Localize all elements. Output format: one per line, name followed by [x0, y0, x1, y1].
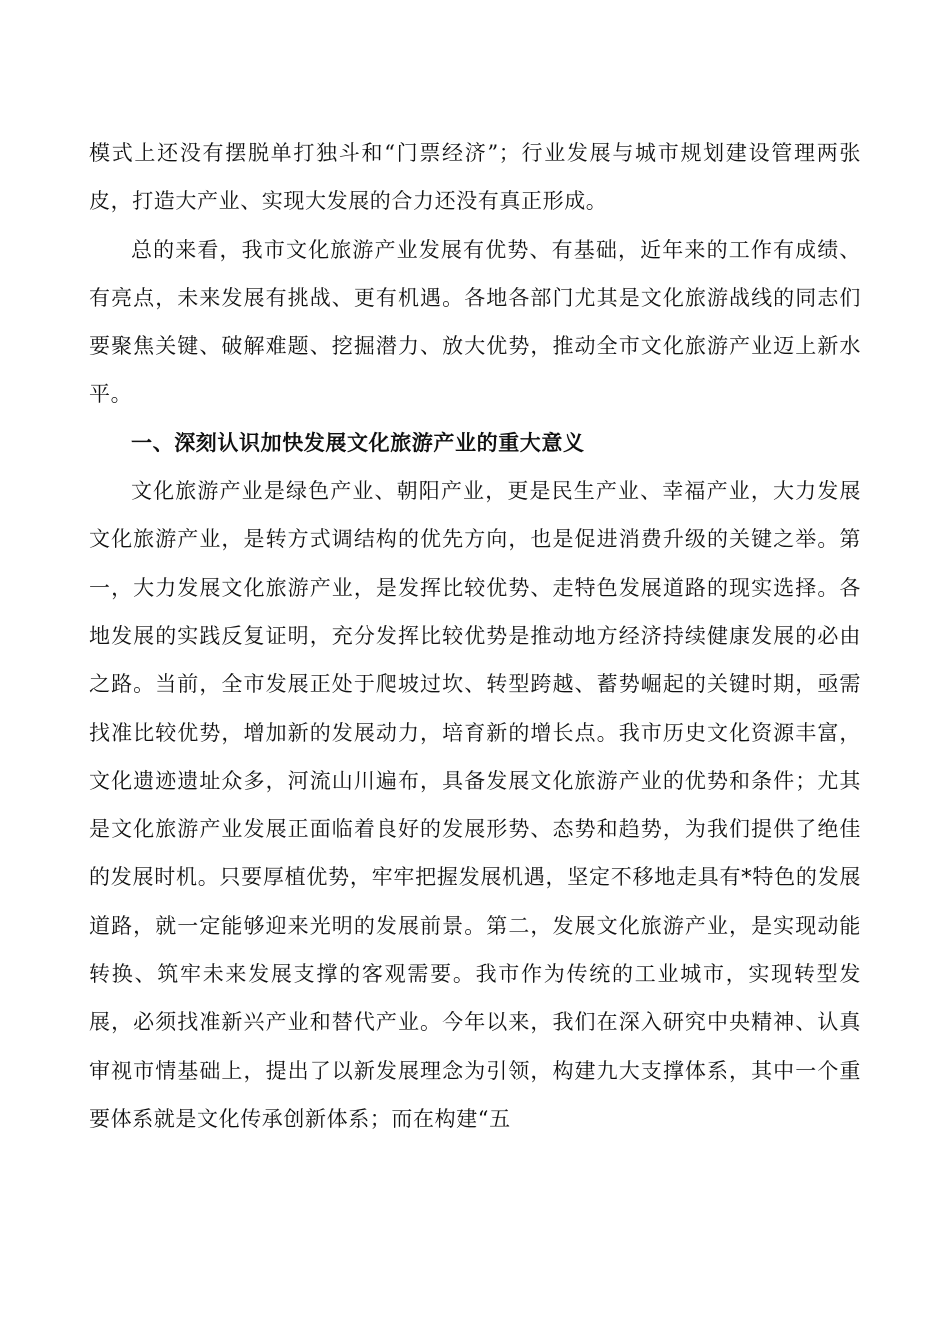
continuation-paragraph: 模式上还没有摆脱单打独斗和“门票经济”；行业发展与城市规划建设管理两张皮，打造大产业、实现大发展的合力还没有真正形成。 — [89, 141, 861, 214]
summary-paragraph: 总的来看，我市文化旅游产业发展有优势、有基础，近年来的工作有成绩、有亮点，未来发展有挑战、更有机遇。各地各部门尤其是文化旅游战线的同志们要聚焦关键、破解难题、挖掘潜力、放大优势，推动全市文化旅游产业迈上新水平。 — [89, 237, 861, 407]
section-heading: 一、深刻认识加快发展文化旅游产业的重大意义 — [131, 430, 585, 455]
document-page — [89, 129, 861, 1143]
body-paragraph: 文化旅游产业是绿色产业、朝阳产业，更是民生产业、幸福产业，大力发展文化旅游产业，是转方式调结构的优先方向，也是促进消费升级的关键之举。第一，大力发展文化旅游产业，是发挥比较优势、走特色发展道路的现实选择。各地发展的实践反复证明，充分发挥比较优势是推动地方经济持续健康发展的必由之路。当前，全市发展正处于爬坡过坎、转型跨越、蓄势崛起的关键时期，亟需找准比较优势，增加新的发展动力，培育新的增长点。我市历史文化资源丰富，文化遗迹遗址众多，河流山川遍布，具备发展文化旅游产业的优势和条件；尤其是文化旅游产业发展正面临着良好的发展形势、态势和趋势，为我们提供了绝佳的发展时机。只要厚植优势，牢牢把握发展机遇，坚定不移地走具有*特色的发展道路，就一定能够迎来光明的发展前景。第二，发展文化旅游产业，是实现动能转换、筑牢未来发展支撑的客观需要。我市作为传统的工业城市，实现转型发展，必须找准新兴产业和替代产业。今年以来，我们在深入研究中央精神、认真审视市情基础上，提出了以新发展理念为引领，构建九大支撑体系，其中一个重要体系就是文化传承创新体系；而在构建“五 — [89, 479, 861, 1131]
